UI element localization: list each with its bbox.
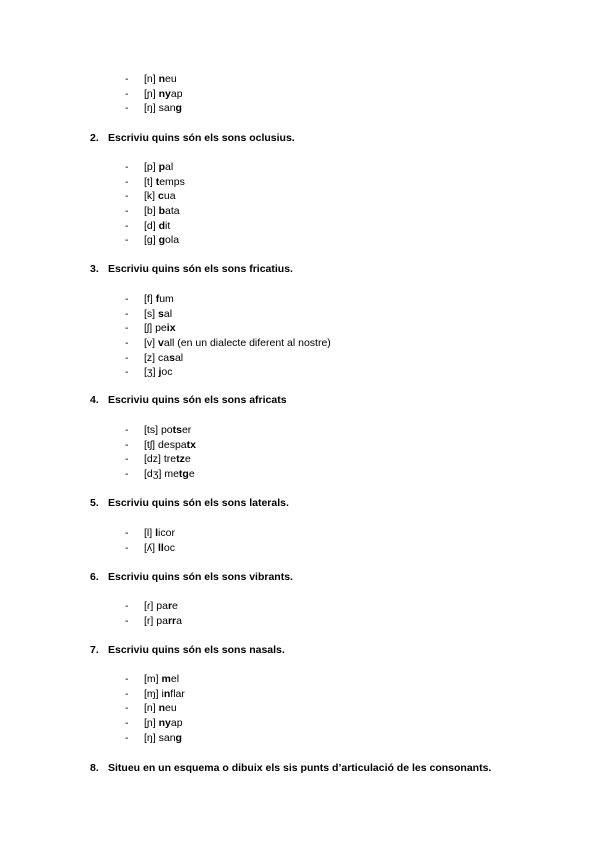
bullet-dash: - — [125, 219, 129, 232]
bullet-dash: - — [125, 293, 129, 305]
list-item: - [ɲ] nyap — [125, 717, 183, 730]
bullet-dash: - — [125, 527, 129, 539]
continuation-list — [125, 72, 183, 116]
bullet-dash: - — [125, 600, 129, 612]
list-item: - [d] dit — [125, 219, 171, 232]
bullet-dash: - — [125, 366, 129, 379]
question-3: 3. Escriviu quins són els sons fricatius. — [90, 263, 293, 275]
list-item: - [ʒ] joc — [125, 366, 173, 379]
list-item: - [s] sal — [125, 307, 173, 320]
bullet-dash: - — [125, 731, 129, 744]
question-2: 2. Escriviu quins són els sons oclusius. — [90, 132, 295, 144]
list-item: - [r] parra — [125, 614, 182, 627]
nasals-list — [125, 672, 185, 745]
bullet-dash: - — [125, 73, 129, 85]
oclusius-list — [125, 160, 185, 248]
list-item: - [ŋ] sang — [125, 731, 182, 744]
bullet-dash: - — [125, 205, 129, 218]
africats-list — [125, 423, 196, 482]
list-item: - [ts] potser — [125, 424, 192, 436]
bullet-dash: - — [125, 468, 129, 481]
list-item: - [g] gola — [125, 234, 180, 247]
question-8: 8. Situeu en un esquema o dibuix els sis punts d’articulació de les consonants. — [90, 762, 492, 774]
bullet-dash: - — [125, 687, 129, 700]
list-item: - [t] temps — [125, 175, 185, 188]
list-item: - [p] pal — [125, 161, 174, 173]
bullet-dash: - — [125, 337, 129, 350]
bullet-dash: - — [125, 453, 129, 466]
bullet-dash: - — [125, 161, 129, 173]
list-item: - [n] neu — [125, 702, 177, 715]
list-item: - [ʃ] peix — [125, 322, 176, 335]
list-item: - [z] casal — [125, 351, 184, 364]
list-item: - [n] neu — [125, 73, 177, 85]
list-item: - [tʃ] despatx — [125, 438, 196, 451]
list-item: - [ɾ] pare — [125, 600, 178, 612]
bullet-dash: - — [125, 702, 129, 715]
question-7: 7. Escriviu quins són els sons nasals. — [90, 644, 285, 656]
bullet-dash: - — [125, 424, 129, 436]
bullet-dash: - — [125, 102, 129, 115]
list-item: - [ɲ] nyap — [125, 87, 183, 100]
question-4: 4. Escriviu quins són els sons africats — [90, 394, 287, 406]
list-item: - [b] bata — [125, 205, 180, 218]
list-item: - [ɱ] inflar — [125, 687, 185, 700]
bullet-dash: - — [125, 614, 129, 627]
bullet-dash: - — [125, 322, 129, 335]
list-item: - [l] licor — [125, 527, 175, 539]
list-item: - [ŋ] sang — [125, 102, 182, 115]
laterals-list — [125, 526, 175, 555]
list-item: - [k] cua — [125, 190, 176, 203]
bullet-dash: - — [125, 87, 129, 100]
list-item: - [dʒ] metge — [125, 468, 195, 481]
question-6: 6. Escriviu quins són els sons vibrants. — [90, 571, 293, 583]
list-item: - [m] mel — [125, 673, 180, 685]
bullet-dash: - — [125, 307, 129, 320]
bullet-dash: - — [125, 673, 129, 685]
fricatius-list — [125, 292, 331, 380]
list-item: - [ʎ] lloc — [125, 541, 175, 554]
list-item: - [f] fum — [125, 293, 174, 305]
bullet-dash: - — [125, 190, 129, 203]
bullet-dash: - — [125, 351, 129, 364]
list-item: - [dz] tretze — [125, 453, 191, 466]
bullet-dash: - — [125, 175, 129, 188]
bullet-dash: - — [125, 438, 129, 451]
list-item: - [v] vall (en un dialecte diferent al nostre) — [125, 337, 331, 350]
bullet-dash: - — [125, 541, 129, 554]
bullet-dash: - — [125, 717, 129, 730]
question-5: 5. Escriviu quins són els sons laterals. — [90, 497, 289, 509]
vibrants-list — [125, 599, 182, 628]
bullet-dash: - — [125, 234, 129, 247]
